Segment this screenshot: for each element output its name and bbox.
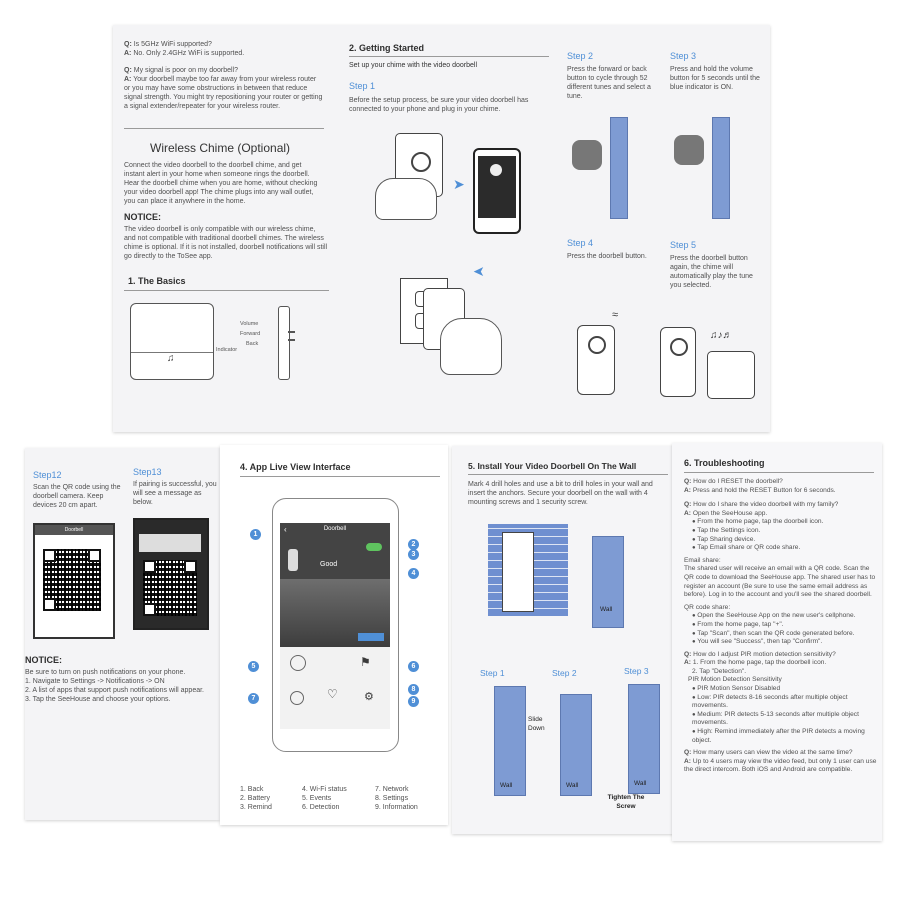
qr-bullet: ● Open the SeeHouse App on the new user's cellphone. bbox=[684, 612, 878, 621]
pir-bullet: ● Medium: PIR detects 5-13 seconds after multiple object movements. bbox=[684, 711, 878, 728]
panel-bottom-install bbox=[452, 446, 674, 834]
ts-a2: Open the SeeHouse app. bbox=[692, 509, 768, 517]
panel-bottom-mid bbox=[220, 445, 448, 825]
faq-2 bbox=[124, 66, 324, 111]
q-label: Q: bbox=[684, 501, 692, 509]
legend-item: 9. Information bbox=[375, 804, 418, 811]
question-2: My signal is poor on my doorbell? bbox=[133, 67, 239, 74]
ts-a3-1: 1. From the home page, tap the doorbell icon. bbox=[692, 659, 827, 667]
ts-a2-bullet: ● Tap Email share or QR code share. bbox=[684, 544, 878, 553]
step1-title: Step 1 bbox=[349, 81, 376, 91]
wall-step3 bbox=[628, 684, 660, 794]
question-1: Is 5GHz WiFi supported? bbox=[133, 41, 212, 48]
q-label: Q: bbox=[124, 67, 132, 74]
step5-title: Step 5 bbox=[670, 240, 697, 250]
pir-title: PIR Motion Detection Sensitivity bbox=[688, 676, 782, 684]
qr-bullet: ● Tap "Scan", then scan the QR code generated before. bbox=[684, 630, 878, 639]
qr-bullet: ● From the home page, tap "+". bbox=[684, 621, 878, 630]
email-share-body: The shared user will receive an email with a QR code. Scan the QR code to download the SeeHouse app. The shared user has to register an account (Be sure to use the same email address as before). Log in to the account and you'll see the shared doorbell. bbox=[684, 565, 876, 599]
detection-icon[interactable]: ⚑ bbox=[360, 655, 371, 669]
step2-title: Step 2 bbox=[567, 51, 594, 61]
install-step3: Step 3 bbox=[624, 666, 649, 676]
marker-1: 1 bbox=[250, 529, 261, 540]
getting-started-subtitle: Set up your chime with the video doorbell bbox=[349, 62, 478, 69]
notice-title-2: NOTICE: bbox=[25, 655, 62, 665]
slide-down-label: Slide Down bbox=[528, 716, 545, 732]
chime-side-illustration-3 bbox=[712, 117, 730, 219]
marker-2: 2 bbox=[408, 539, 419, 550]
step3-title: Step 3 bbox=[670, 51, 697, 61]
status-good: Good bbox=[320, 561, 338, 568]
label-back: Back bbox=[246, 341, 259, 347]
label-indicator: Indicator bbox=[216, 347, 238, 353]
chime-side bbox=[278, 306, 290, 380]
step4-body: Press the doorbell button. bbox=[567, 253, 647, 260]
mount-plate bbox=[502, 532, 534, 612]
hand-press-icon-3 bbox=[674, 135, 704, 165]
qr-bullet: ● You will see "Success", then tap "Confirm". bbox=[684, 638, 878, 647]
ts-q3: How do I adjust PIR motion detection sensitivity? bbox=[693, 650, 836, 658]
wireless-title: Wireless Chime (Optional) bbox=[150, 141, 291, 155]
notice-line-1: Be sure to turn on push notifications on your phone. bbox=[25, 669, 186, 676]
wireless-body: Connect the video doorbell to the doorbell chime, and get instant alert in your home when someone rings the doorbell. Hear the doorbell chime when you are home, without checking your video doorbell app! The chime plugs into any wall outlet, you can place it anywhere in the home. bbox=[124, 162, 318, 205]
marker-5: 5 bbox=[248, 661, 259, 672]
a-label: A: bbox=[684, 659, 691, 667]
music-notes-icon: ♫♪♬ bbox=[710, 330, 733, 341]
doorbell-device-icon bbox=[288, 549, 298, 571]
email-share-title: Email share: bbox=[684, 556, 721, 564]
step4-title: Step 4 bbox=[567, 238, 594, 248]
qr-code-2 bbox=[143, 560, 197, 616]
phone-screen bbox=[280, 523, 390, 729]
label-volume: Volume bbox=[240, 321, 259, 327]
a-label: A: bbox=[124, 76, 132, 83]
panel-top-mid bbox=[345, 38, 555, 430]
notice-line-4: 3. Tap the SeeHouse and choose your options. bbox=[25, 696, 171, 703]
divider bbox=[124, 290, 329, 291]
legend-item: 3. Remind bbox=[240, 804, 272, 811]
answer-1: No. Only 2.4GHz WiFi is supported. bbox=[133, 50, 245, 57]
answer-2: Your doorbell maybe too far away from your wireless router or you may have some obstructions in between that reduce signal strength. You might try repositioning your router or getting a signal extender/repeater for your wireless router. bbox=[124, 76, 323, 110]
phone-success-screen bbox=[133, 518, 209, 630]
back-icon[interactable]: ‹ bbox=[284, 525, 287, 534]
hand-illustration bbox=[440, 318, 502, 375]
divider bbox=[240, 476, 440, 477]
divider bbox=[468, 474, 668, 475]
label-forward: Forward bbox=[240, 331, 261, 337]
panel-bottom-right bbox=[676, 448, 880, 840]
panel-bottom-left bbox=[25, 448, 220, 820]
ts-a4: Up to 4 users may view the video feed, but only 1 user can use the direct intercom. Both iOS and Android are compatible. bbox=[684, 757, 877, 774]
qr-share-title: QR code share: bbox=[684, 603, 731, 611]
live-video-feed bbox=[280, 579, 390, 647]
marker-8: 8 bbox=[408, 684, 419, 695]
phone-qr-screen bbox=[33, 523, 115, 639]
marker-9: 9 bbox=[408, 696, 419, 707]
legend-item: 7. Network bbox=[375, 786, 409, 793]
install-step1: Step 1 bbox=[480, 668, 505, 678]
q-label: Q: bbox=[684, 650, 692, 658]
divider bbox=[124, 128, 324, 129]
step12-body: Scan the QR code using the doorbell camera. Keep devices 20 cm apart. bbox=[33, 484, 121, 509]
phone-frame bbox=[272, 498, 399, 752]
a-label: A: bbox=[684, 757, 691, 765]
notice-title: NOTICE: bbox=[124, 212, 161, 222]
wall-step2 bbox=[560, 694, 592, 796]
app-interface-title: 4. App Live View Interface bbox=[240, 462, 351, 472]
legend-item: 8. Settings bbox=[375, 795, 409, 802]
pir-bullet: ● PIR Motion Sensor Disabled bbox=[684, 685, 878, 694]
step1-body: Before the setup process, be sure your video doorbell has connected to your phone and plug in your chime. bbox=[349, 97, 529, 113]
notice-line-2: 1. Navigate to Settings -> Notifications -> ON bbox=[25, 678, 165, 685]
screen-title: Doorbell bbox=[323, 526, 347, 532]
wall-label-3: Wall bbox=[634, 780, 647, 787]
tighten-label: Tighten The Screw bbox=[607, 794, 645, 810]
chime-front bbox=[130, 303, 214, 380]
marker-4: 4 bbox=[408, 568, 419, 579]
panel-top-right bbox=[562, 45, 767, 430]
marker-7: 7 bbox=[248, 693, 259, 704]
ts-content bbox=[684, 478, 878, 775]
ts-a3-2: 2. Tap "Detection". bbox=[692, 667, 747, 675]
doorbell-illustration-4 bbox=[577, 325, 615, 395]
step13-body: If pairing is successful, you will see a message as below. bbox=[133, 481, 217, 506]
events-icon[interactable] bbox=[290, 655, 306, 671]
phone-illustration bbox=[473, 148, 521, 234]
install-step2: Step 2 bbox=[552, 668, 577, 678]
q-label: Q: bbox=[684, 478, 692, 485]
phone-header: Doorbell bbox=[35, 525, 113, 535]
network-icon[interactable] bbox=[290, 691, 304, 705]
pir-bullet: ● High: Remind immediately after the PIR detects a moving object. bbox=[684, 728, 878, 745]
chime-illustration-5 bbox=[707, 351, 755, 399]
qr-code bbox=[43, 549, 101, 611]
legend-item: 5. Events bbox=[302, 795, 332, 802]
wall-label-1: Wall bbox=[500, 782, 513, 789]
troubleshooting-title: 6. Troubleshooting bbox=[684, 458, 765, 468]
pir-bullet: ● Low: PIR detects 8-16 seconds after multiple object movements. bbox=[684, 694, 878, 711]
wall-label-2: Wall bbox=[566, 782, 579, 789]
divider bbox=[684, 472, 874, 473]
q-label: Q: bbox=[124, 41, 132, 48]
marker-6: 6 bbox=[408, 661, 419, 672]
wall-step1 bbox=[494, 686, 526, 796]
ts-q2: How do I share the video doorbell with my family? bbox=[693, 501, 839, 509]
step12-title: Step12 bbox=[33, 470, 62, 480]
basics-title: 1. The Basics bbox=[128, 276, 186, 286]
panel-top-left bbox=[120, 38, 335, 430]
settings-icon[interactable]: ⚙ bbox=[364, 691, 374, 703]
arrow-left-icon: ➤ bbox=[473, 263, 485, 279]
notice-line-3: 2. A list of apps that support push notifications will appear. bbox=[25, 687, 204, 694]
faq-1 bbox=[124, 40, 329, 58]
ts-a1: Press and hold the RESET Button for 6 seconds. bbox=[692, 486, 836, 494]
install-body: Mark 4 drill holes and use a bit to drill holes in your wall and insert the anchors. Secure your doorbell on the wall with 4 mounting screws and 1 security screw. bbox=[468, 481, 653, 506]
step13-title: Step13 bbox=[133, 467, 162, 477]
legend-item: 4. Wi-Fi status bbox=[302, 786, 347, 793]
step3-body: Press and hold the volume button for 5 seconds until the blue indicator is ON. bbox=[670, 66, 760, 91]
step5-body: Press the doorbell button again, the chime will automatically play the tune you selected. bbox=[670, 255, 753, 289]
legend-item: 1. Back bbox=[240, 786, 264, 793]
chime-side-illustration-2 bbox=[610, 117, 628, 219]
doorbell-illustration-5 bbox=[660, 327, 696, 397]
a-label: A: bbox=[124, 50, 132, 57]
hand-press-icon-2 bbox=[572, 140, 602, 170]
getting-started-title: 2. Getting Started bbox=[349, 43, 425, 53]
a-label: A: bbox=[684, 486, 691, 494]
arrow-right-icon: ➤ bbox=[453, 176, 465, 192]
legend-item: 6. Detection bbox=[302, 804, 340, 811]
ts-q1: How do I RESET the doorbell? bbox=[693, 478, 783, 485]
ts-a2-bullet: ● From the home page, tap the doorbell icon. bbox=[684, 518, 878, 527]
legend-item: 2. Battery bbox=[240, 795, 270, 802]
ts-q4: How many users can view the video at the same time? bbox=[693, 749, 853, 757]
notice-body: The video doorbell is only compatible with our wireless chime, and not compatible with traditional doorbell chimes. The wireless chime is optional. If it is not installed, doorbell notifications will still go directly to the ToSee app. bbox=[124, 226, 328, 260]
music-note-icon: ♫ bbox=[167, 353, 175, 364]
screen-header bbox=[280, 523, 390, 579]
finger-press-icon bbox=[375, 178, 437, 220]
wall-label-top: Wall bbox=[600, 606, 613, 613]
ts-a2-bullet: ● Tap the Settings icon. bbox=[684, 527, 878, 536]
step2-body: Press the forward or back button to cycle through 52 different tunes and select a tune. bbox=[567, 66, 651, 100]
marker-3: 3 bbox=[408, 549, 419, 560]
a-label: A: bbox=[684, 509, 691, 517]
divider bbox=[349, 56, 549, 57]
detection-toggle[interactable] bbox=[366, 543, 382, 551]
q-label: Q: bbox=[684, 749, 692, 757]
ts-a2-bullet: ● Tap Sharing device. bbox=[684, 536, 878, 545]
wifi-icon: ≈ bbox=[612, 309, 619, 321]
install-title: 5. Install Your Video Doorbell On The Wall bbox=[468, 461, 637, 471]
bell-icon[interactable]: ♡ bbox=[327, 687, 338, 701]
